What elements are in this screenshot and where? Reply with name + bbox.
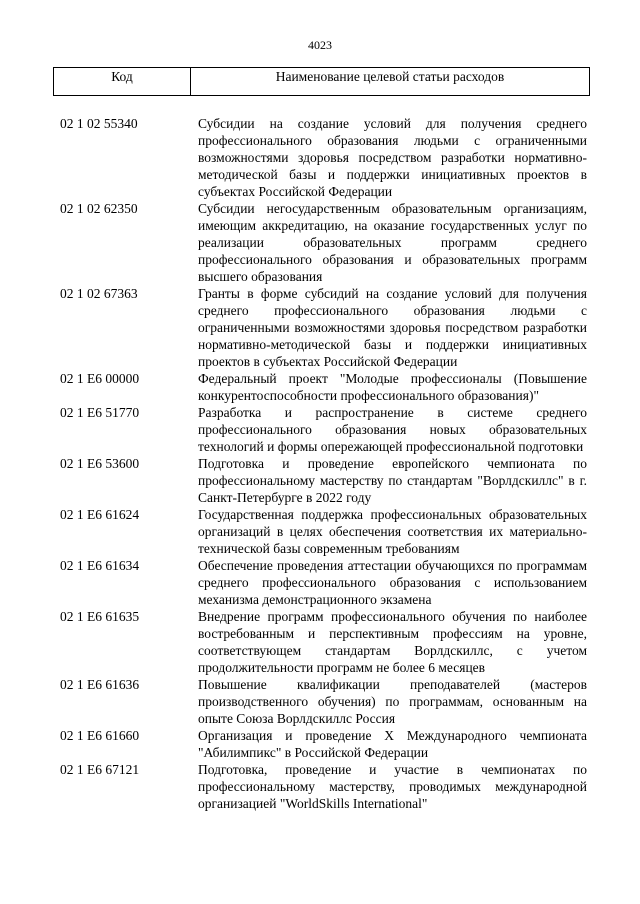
row-description: Повышение квалификации преподавателей (мастеров производственного обучения) по программам, основанным на опыте Союза Ворлдскиллс Россия [198, 677, 587, 726]
row-description: Разработка и распространение в системе среднего профессионального образования новых образовательных технологий и формы опережающей профессиональной подготовки [198, 405, 587, 454]
row-code: 02 1 Е6 61624 [60, 507, 140, 522]
table-row [60, 506, 587, 557]
row-description: Гранты в форме субсидий на создание условий для получения среднего профессионального образования людьми с ограниченными возможностями здоровья посредством разработки нормативно-методической базы и поддержки инициативных проектов в субъектах Российской Федерации [198, 286, 587, 369]
table-row [60, 455, 587, 506]
row-description: Государственная поддержка профессиональных образовательных организаций в целях обеспечения соответствия их материально-технической базы современным требованиям [198, 507, 587, 556]
table-body [60, 115, 587, 812]
column-header-name: Наименование целевой статьи расходов [275, 69, 505, 84]
row-code: 02 1 02 62350 [60, 201, 138, 216]
row-code: 02 1 Е6 53600 [60, 456, 140, 471]
row-code: 02 1 Е6 61634 [60, 558, 140, 573]
table-header [53, 67, 590, 96]
table-row [60, 285, 587, 370]
row-code: 02 1 Е6 00000 [60, 371, 140, 386]
row-code: 02 1 Е6 51770 [60, 405, 140, 420]
table-row [60, 200, 587, 285]
row-code: 02 1 02 55340 [60, 116, 138, 131]
row-description: Внедрение программ профессионального обучения по наиболее востребованным и перспективным профессиям на уровне, соответствующем стандартам Ворлдскиллс, с учетом продолжительности программ не более 6 месяцев [198, 609, 587, 675]
row-code: 02 1 Е6 61635 [60, 609, 140, 624]
row-code: 02 1 Е6 61636 [60, 677, 140, 692]
row-description: Организация и проведение X Международного чемпионата "Абилимпикс" в Российской Федерации [198, 728, 587, 760]
table-row [60, 761, 587, 812]
table-row [60, 370, 587, 404]
table-row [60, 676, 587, 727]
row-description: Субсидии негосударственным образовательным организациям, имеющим аккредитацию, на оказание государственных услуг по реализации образовательных программ среднего профессионального образования и образовательных программ высшего образования [198, 201, 587, 284]
table-row [60, 608, 587, 676]
row-code: 02 1 02 67363 [60, 286, 138, 301]
row-description: Федеральный проект "Молодые профессионалы (Повышение конкурентоспособности профессионального образования)" [198, 371, 587, 403]
row-description: Подготовка и проведение европейского чемпионата по профессиональному мастерству по стандартам "Ворлдскиллс" в г. Санкт-Петербурге в 2022 году [198, 456, 587, 505]
row-description: Обеспечение проведения аттестации обучающихся по программам среднего профессионального образования с использованием механизма демонстрационного экзамена [198, 558, 587, 607]
column-header-code: Код [54, 68, 191, 95]
table-row [60, 404, 587, 455]
row-code: 02 1 Е6 67121 [60, 762, 140, 777]
row-description: Субсидии на создание условий для получения среднего профессионального образования людьми с ограниченными возможностями здоровья посредством разработки нормативно-методической базы и поддержки инициативных проектов в субъектах Российской Федерации [198, 116, 587, 199]
table-row [60, 115, 587, 200]
row-description: Подготовка, проведение и участие в чемпионатах по профессиональному мастерству, проводимых международной организацией "WorldSkills International" [198, 762, 587, 811]
page-number: 4023 [308, 38, 332, 52]
table-row [60, 727, 587, 761]
row-code: 02 1 Е6 61660 [60, 728, 140, 743]
table-row [60, 557, 587, 608]
